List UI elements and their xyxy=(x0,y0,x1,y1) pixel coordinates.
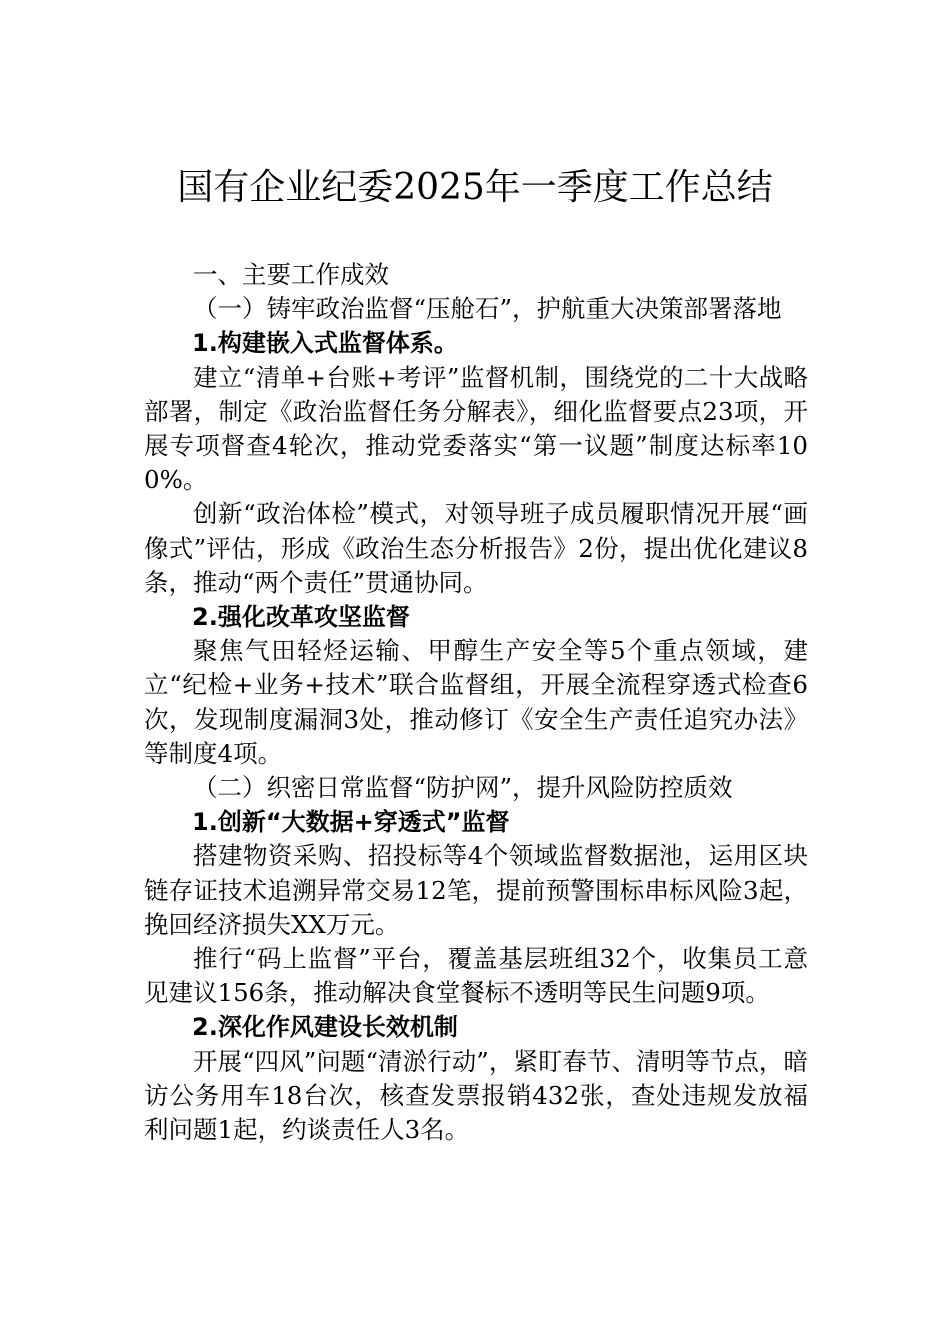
body-paragraph: 搭建物资采购、招投标等4个领域监督数据池，运用区块链存证技术追溯异常交易12笔，提前预警围标串标风险3起，挽回经济损失XX万元。 xyxy=(144,841,808,939)
body-paragraph: 推行“码上监督”平台，覆盖基层班组32个，收集员工意见建议156条，推动解决食堂餐标不透明等民生问题9项。 xyxy=(144,944,808,1008)
item-heading: 1.构建嵌入式监督体系。 xyxy=(192,329,458,358)
subsection-heading: （二）织密日常监督“防护网”，提升风险防控质效 xyxy=(193,773,733,803)
body-paragraph: 开展“四风”问题“清淤行动”，紧盯春节、清明等节点，暗访公务用车18台次，核查发票报销432张，查处违规发放福利问题1起，约谈责任人3名。 xyxy=(144,1046,808,1145)
item-heading: 2.深化作风建设长效机制 xyxy=(192,1013,458,1042)
body-paragraph: 建立“清单+台账+考评”监督机制，围绕党的二十大战略部署，制定《政治监督任务分解表》，细化监督要点23项，开展专项督查4轮次，推动党委落实“第一议题”制度达标率100%。 xyxy=(144,362,808,495)
item-heading: 1.创新“大数据+穿透式”监督 xyxy=(192,808,510,837)
item-heading: 2.强化改革攻坚监督 xyxy=(192,603,410,632)
subsection-heading: （一）铸牢政治监督“压舱石”，护航重大决策部署落地 xyxy=(193,294,782,324)
body-paragraph: 聚焦气田轻烃运输、甲醇生产安全等5个重点领域，建立“纪检+业务+技术”联合监督组，开展全流程穿透式检查6次，发现制度漏洞3处，推动修订《安全生产责任追究办法》等制度4项。 xyxy=(144,636,808,768)
body-paragraph: 创新“政治体检”模式，对领导班子成员履职情况开展“画像式”评估，形成《政治生态分析报告》2份，提出优化建议8条，推动“两个责任”贯通协同。 xyxy=(144,499,808,597)
document-title: 国有企业纪委2025年一季度工作总结 xyxy=(177,167,773,208)
section-heading: 一、主要工作成效 xyxy=(193,260,389,289)
document-body xyxy=(144,258,808,1147)
